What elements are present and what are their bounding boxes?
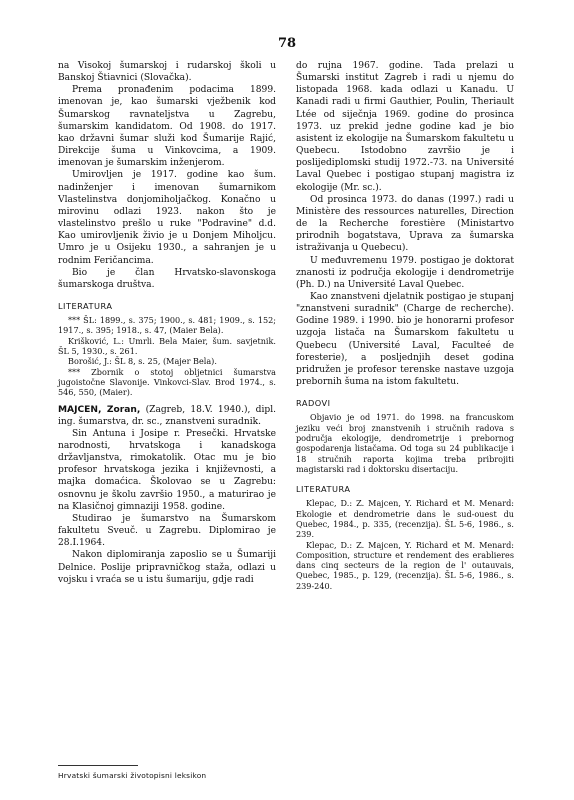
literature-item: Krišković, L.: Umrli. Bela Maier, šum. savjetnik. ŠL 5, 1930., s. 261.	[58, 335, 276, 357]
works-section	[296, 412, 514, 474]
paragraph: Sin Antuna i Josipe r. Presečki. Hrvatske narodnosti, hrvatskoga i kanadskoga državljanstva, rimokatolik. Otac mu je bio profesor hrvatskoga jezika i književnosti, a majka domaćica. Školovao se u Zagrebu: osnovnu je školu završio 1950., a maturirao je na Klasičnoj gimnaziji 1958. godine.	[58, 428, 276, 512]
right-column	[296, 60, 514, 591]
paragraph: Bio je član Hrvatsko-slavonskoga šumarskoga društva.	[58, 267, 276, 290]
paragraph: do rujna 1967. godine. Tada prelazi u Šumarski institut Zagreb i radi u njemu do listopada 1968. kada odlazi u Kanadu. U Kanadi radi u firmi Gauthier, Poulin, Theriault Ltée od siječnja 1969. godine do prosinca 1973. uz prekid jedne godine kad je bio asistent iz ekologije na Šumarskom fakultetu u Quebecu. Istodobno završio je i poslijediplomski studij 1972.-73. na Université Laval Quebec i postigao stupanj magistra iz ekologije (Mr. sc.).	[296, 61, 514, 193]
paragraph: Umirovljen je 1917. godine kao šum. nadinženjer i imenovan šumarnikom Vlastelinstva donjomiholjačkog. Konačno u mirovinu odlazi 1923. nakon što je vlastelinstvo prešlo u ruke "Podravine" d.d. Kao umirovljenik živio je u Donjem Miholjcu. Umro je u Osijeku 1930., a sahranjen je u rodnim Feričancima.	[58, 170, 276, 266]
literature-item: *** ŠL: 1899., s. 375; 1900., s. 481; 1909., s. 152; 1917., s. 395; 1918., s. 47, (Maier Bela).	[58, 315, 276, 336]
paragraph: Od prosinca 1973. do danas (1997.) radi u Ministère des ressources naturelles, Direction de la Recherche forestière (Ministartvo prirodnih bogatstava, Uprava za šumarska istraživanja u Quebecu).	[296, 194, 514, 254]
left-column	[58, 60, 276, 586]
works-heading: RADOVI	[296, 398, 331, 409]
literature-list	[58, 315, 276, 397]
entry-intro: (Zagreb, 18.V. 1940.), dipl. ing. šumarstva, dr. sc., znanstveni suradnik.	[58, 404, 276, 427]
literature-item: Klepac, D.: Z. Majcen, Y. Richard et M. Menard: Composition, structure et rendement des erablieres dans cinq secteurs de la region de l' outauvais, Quebec, 1985., p. 129, (recenzija). ŠL 5-6, 1986., s. 239-240.	[296, 539, 514, 591]
literature-item: *** Zbornik o stotoj obljetnici šumarstva jugoistočne Slavonije. Vinkovci-Slav. Brod 1974., s. 546, 550, (Maier).	[58, 366, 276, 398]
literature-item: Klepac, D.: Z. Majcen, Y. Richard et M. Menard: Ekologie et dendrometrie dans le sud-ouest du Quebec, 1984., p. 335, (recenzija). ŠL 5-6, 1986., s. 239.	[296, 498, 514, 540]
paragraph: Prema pronađenim podacima 1899. imenovan je, kao šumarski vježbenik kod Šumarskog ravnateljstva u Zagrebu, šumarskim kandidatom. Od 1908. do 1917. kao državni šumar služi kod Šumarije Rajić, Direkcije šuma u Vinkovcima, a 1909. imenovan je šumarskim inženjerom.	[58, 85, 276, 169]
footer: Hrvatski šumarski životopisni leksikon	[58, 771, 207, 780]
literature-heading: LITERATURA	[58, 300, 113, 311]
entry-name: MAJCEN, Zoran,	[58, 404, 141, 415]
literature-item: Borošić, J.: ŠL 8, s. 25, (Majer Bela).	[68, 356, 217, 367]
footer-rule	[58, 765, 138, 766]
paragraph: Kao znanstveni djelatnik postigao je stupanj "znanstveni suradnik" (Charge de recherche). Godine 1989. i 1990. bio je honorarni profesor uzgoja listača na Šumarskom fakultetu u Quebecu (Université Laval, Faculteé de foresterie), a posljednjih deset godina pridružen je profesor terenske nastave uzgoja prebornih šuma na istom fakultetu.	[296, 291, 514, 388]
entry-header	[58, 404, 276, 428]
paragraph: Nakon diplomiranja zaposlio se u Šumariji Delnice. Poslije pripravničkog staža, odlazi u vojsku i vraća se u istu šumariju, gdje radi	[58, 550, 276, 585]
paragraph: Studirao je šumarstvo na Šumarskom fakultetu Sveuč. u Zagrebu. Diplomirao je 28.I.1964.	[58, 513, 276, 549]
paragraph: U međuvremenu 1979. postigao je doktorat znanosti iz područja ekologije i dendrometrije (Ph. D.) na Université Laval Quebec.	[296, 255, 514, 290]
paragraph: na Visokoj šumarskoj i rudarskoj školi u Banskoj Štiavnici (Slovačka).	[58, 61, 276, 84]
works-text: Objavio je od 1971. do 1998. na francuskom jeziku veći broj znanstvenih i stručnih radova s područja ekologije, dendrometrije i prebornog gospodarenja listačama. Od toga su 24 publikacije i 18 stručnih raporta kojima treba pribrojiti magistarski rad i doktorsku disertaciju.	[296, 412, 514, 474]
page-number: 78	[277, 36, 297, 51]
literature-heading: LITERATURA	[296, 484, 351, 495]
literature-list	[296, 498, 514, 591]
